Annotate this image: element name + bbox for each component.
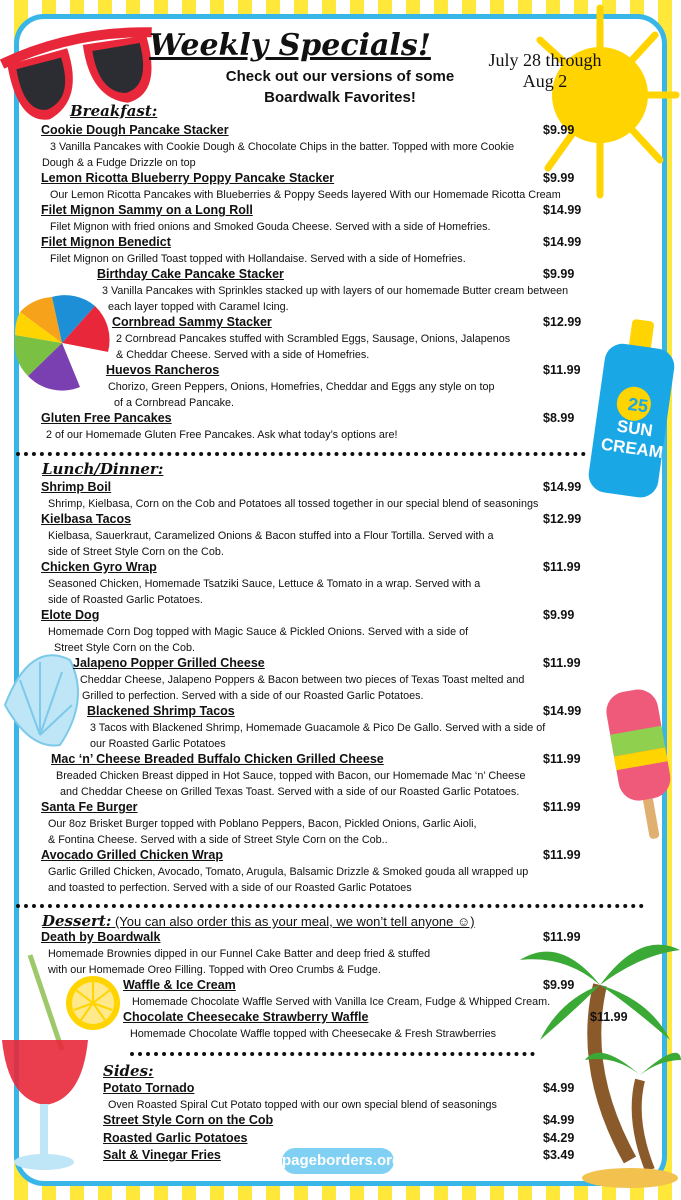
menu-item-price: $11.99 [543, 848, 581, 862]
menu-item-name: Avocado Grilled Chicken Wrap [41, 848, 223, 862]
menu-item-name: Cookie Dough Pancake Stacker [41, 123, 229, 137]
page-title: Weekly Specials! [149, 28, 431, 63]
dessert-heading: Dessert: (You can also order this as your meal, we won’t tell anyone ☺) [42, 912, 475, 930]
menu-item-description: each layer topped with Caramel Icing. [108, 301, 289, 313]
menu-item-description: 3 Vanilla Pancakes with Sprinkles stacked up with layers of our homemade Butter cream between [102, 285, 569, 297]
menu-item-description: of a Cornbread Pancake. [114, 397, 235, 409]
menu-item-price: $11.99 [543, 656, 581, 670]
menu-item-name: Huevos Rancheros [106, 363, 220, 377]
menu-item-description: and toasted to perfection. Served with a side of our Roasted Garlic Potatoes [48, 882, 412, 894]
menu-item-name: Lemon Ricotta Blueberry Poppy Pancake Stacker [41, 171, 335, 185]
menu-item-description: 3 Vanilla Pancakes with Cookie Dough & Chocolate Chips in the batter. Topped with more Cookie [50, 141, 515, 153]
menu-item-name: Shrimp Boil [41, 480, 112, 494]
menu-item-name: Salt & Vinegar Fries [103, 1148, 221, 1162]
menu-item-price: $4.99 [543, 1113, 575, 1127]
menu-item-price: $11.99 [543, 800, 581, 814]
menu-item-price: $11.99 [543, 752, 581, 766]
menu-item-name: Birthday Cake Pancake Stacker [97, 267, 284, 281]
menu-item-price: $3.49 [543, 1148, 575, 1162]
menu-item-name: Street Style Corn on the Cob [103, 1113, 274, 1127]
menu-item-name: Potato Tornado [103, 1081, 195, 1095]
menu-item-description: Homemade Chocolate Waffle topped with Cheesecake & Fresh Strawberries [130, 1028, 497, 1040]
menu-item-name: Cornbread Sammy Stacker [112, 315, 272, 329]
menu-item-description: Our Lemon Ricotta Pancakes with Blueberries & Poppy Seeds layered With our Homemade Ricotta Cream [50, 189, 561, 201]
section-divider [16, 452, 586, 456]
menu-item-price: $11.99 [543, 930, 581, 944]
tagline: Check out our versions of some Boardwalk Favorites! [225, 68, 455, 106]
menu-item-description: Street Style Corn on the Cob. [54, 642, 196, 654]
menu-item-description: 2 of our Homemade Gluten Free Pancakes. Ask what today’s options are! [46, 429, 398, 441]
menu-item-price: $11.99 [543, 363, 581, 377]
menu-item-description: our Roasted Garlic Potatoes [90, 738, 226, 750]
menu-item-description: 3 Tacos with Blackened Shrimp, Homemade Guacamole & Pico De Gallo. Served with a side of [90, 722, 546, 734]
menu-item-description: side of Street Style Corn on the Cob. [48, 546, 224, 558]
watermark: pageborders.org [282, 1148, 394, 1174]
menu-item-name: Santa Fe Burger [41, 800, 138, 814]
menu-item-description: Chorizo, Green Peppers, Onions, Homefries, Cheddar and Eggs any style on top [108, 381, 495, 393]
menu-item-description: Our 8oz Brisket Burger topped with Poblano Peppers, Bacon, Pickled Onions, Garlic Aioli, [48, 818, 477, 830]
menu-item-price: $11.99 [590, 1010, 628, 1024]
menu-item-name: Chocolate Cheesecake Strawberry Waffle [123, 1010, 369, 1024]
menu-item-description: & Fontina Cheese. Served with a side of Street Style Corn on the Cob.. [48, 834, 388, 846]
menu-item-description: & Cheddar Cheese. Served with a side of Homefries. [116, 349, 370, 361]
menu-item-name: Waffle & Ice Cream [123, 978, 236, 992]
menu-item-price: $14.99 [543, 203, 582, 217]
sunscreen-label: 25 SUN CREAM [599, 393, 665, 463]
popsicle-icon [603, 686, 680, 843]
dessert-note: (You can also order this as your meal, we won’t tell anyone ☺) [111, 914, 475, 929]
menu-item-price: $8.99 [543, 411, 575, 425]
menu-item-price: $9.99 [543, 171, 575, 185]
menu-item-description: Dough & a Fudge Drizzle on top [42, 157, 196, 169]
section-divider [16, 904, 644, 908]
menu-item-price: $14.99 [543, 704, 582, 718]
menu-item-description: Filet Mignon on Grilled Toast topped with Hollandaise. Served with a side of Homefries. [50, 253, 466, 265]
menu-item-name: Kielbasa Tacos [41, 512, 132, 526]
menu-item-price: $12.99 [543, 315, 582, 329]
menu-item-name: Blackened Shrimp Tacos [87, 704, 235, 718]
menu-item-description: side of Roasted Garlic Potatoes. [48, 594, 203, 606]
menu-item-description: Breaded Chicken Breast dipped in Hot Sauce, topped with Bacon, our Homemade Mac ‘n’ Cheese [56, 770, 526, 782]
menu-item-description: 2 Cornbread Pancakes stuffed with Scrambled Eggs, Sausage, Onions, Jalapenos [116, 333, 511, 345]
menu-item-description: Oven Roasted Spiral Cut Potato topped with our own special blend of seasonings [108, 1099, 497, 1111]
section-divider [130, 1052, 535, 1056]
menu-item-name: Gluten Free Pancakes [41, 411, 172, 425]
menu-item-description: Homemade Chocolate Waffle Served with Vanilla Ice Cream, Fudge & Whipped Cream. [132, 996, 551, 1008]
menu-item-description: Shrimp, Kielbasa, Corn on the Cob and Potatoes all tossed together in our special blend of seasonings [48, 498, 539, 510]
menu-item-price: $11.99 [543, 560, 581, 574]
menu-item-description: Seasoned Chicken, Homemade Tsatziki Sauce, Lettuce & Tomato in a wrap. Served with a [48, 578, 481, 590]
menu-item-price: $14.99 [543, 480, 582, 494]
sun-icon [540, 8, 676, 195]
menu-item-name: Chicken Gyro Wrap [41, 560, 157, 574]
lunch-heading: Lunch/Dinner: [42, 460, 164, 478]
lemon-slice-icon [66, 976, 120, 1030]
menu-item-price: $12.99 [543, 512, 582, 526]
menu-item-description: Filet Mignon with fried onions and Smoked Gouda Cheese. Served with a side of Homefries. [50, 221, 491, 233]
seashell-icon [5, 655, 78, 745]
menu-item-description: Garlic Grilled Chicken, Avocado, Tomato, Arugula, Balsamic Drizzle & Smoked gouda all wrapped up [48, 866, 529, 878]
menu-item-name: Filet Mignon Benedict [41, 235, 171, 249]
menu-item-description: Homemade Corn Dog topped with Magic Sauce & Pickled Onions. Served with a side of [48, 626, 469, 638]
breakfast-heading: Breakfast: [70, 102, 158, 120]
menu-item-price: $9.99 [543, 267, 575, 281]
menu-item-name: Death by Boardwalk [41, 930, 161, 944]
date-range: July 28 through Aug 2 [488, 50, 602, 91]
menu-item-description: Kielbasa, Sauerkraut, Caramelized Onions & Bacon stuffed into a Flour Tortilla. Served with a [48, 530, 494, 542]
menu-item-description: with our Homemade Oreo Filling. Topped with Oreo Crumbs & Fudge. [48, 964, 381, 976]
menu-item-description: Grilled to perfection. Served with a side of our Roasted Garlic Potatoes. [82, 690, 424, 702]
menu-item-price: $4.99 [543, 1081, 575, 1095]
sides-heading: Sides: [103, 1062, 154, 1080]
menu-item-description: Homemade Brownies dipped in our Funnel Cake Batter and deep fried & stuffed [48, 948, 431, 960]
menu-item-description: Cheddar Cheese, Jalapeno Poppers & Bacon between two pieces of Texas Toast melted and [80, 674, 525, 686]
menu-item-price: $4.29 [543, 1131, 575, 1145]
menu-item-price: $14.99 [543, 235, 582, 249]
menu-item-price: $9.99 [543, 608, 575, 622]
menu-item-name: Filet Mignon Sammy on a Long Roll [41, 203, 253, 217]
menu-item-price: $9.99 [543, 978, 575, 992]
beach-ball-icon [14, 295, 109, 390]
menu-item-name: Roasted Garlic Potatoes [103, 1131, 248, 1145]
menu-item-name: Jalapeno Popper Grilled Cheese [73, 656, 265, 670]
menu-item-price: $9.99 [543, 123, 575, 137]
menu-item-name: Mac ‘n’ Cheese Breaded Buffalo Chicken Grilled Cheese [51, 752, 384, 766]
menu-item-description: and Cheddar Cheese on Grilled Texas Toast. Served with a side of our Roasted Garlic Potatoes. [60, 786, 520, 798]
menu-item-name: Elote Dog [41, 608, 100, 622]
